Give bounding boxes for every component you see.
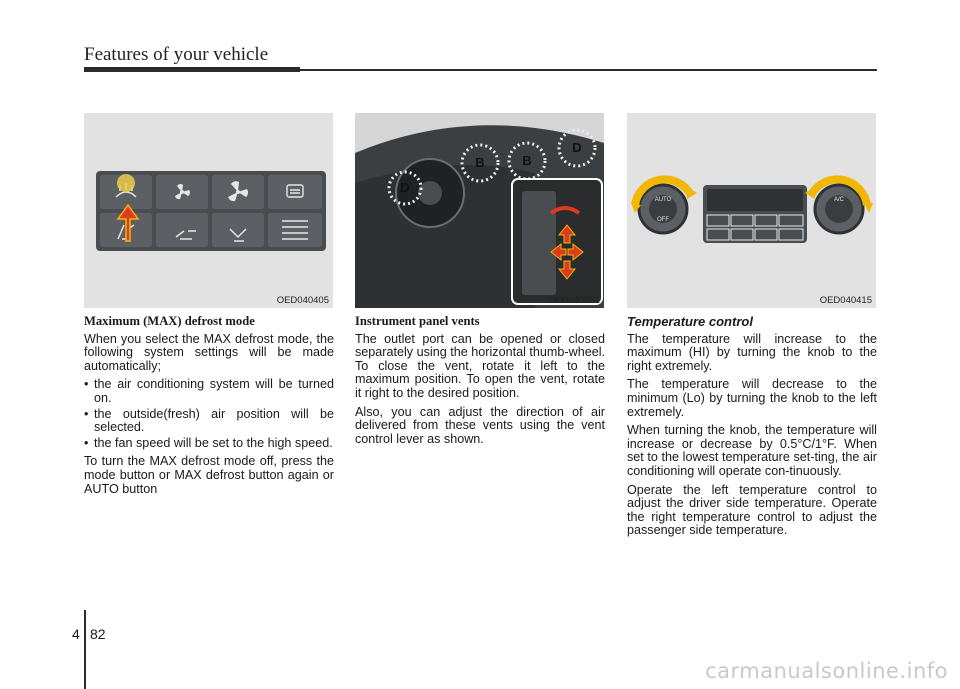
page-header-title: Features of your vehicle [84, 44, 269, 65]
footer-rule [84, 610, 86, 689]
callout-label-d-right: D [572, 140, 582, 155]
section-max-defrost [84, 315, 334, 501]
section-title: Temperature control [627, 314, 753, 329]
watermark: carmanualsonline.info [705, 659, 948, 683]
list-item: • the fan speed will be set to the high speed. [84, 437, 334, 451]
chapter-number: 4 [72, 626, 80, 642]
section-title: Instrument panel vents [355, 314, 480, 328]
knob-auto-label: AUTO [654, 197, 672, 203]
paragraph: Also, you can adjust the direction of air delivered from these vents using the vent control lever as shown. [355, 404, 605, 446]
header-rule-thick [84, 67, 300, 72]
paragraph: The temperature will decrease to the minimum (Lo) by turning the knob to the left extremely. [627, 377, 877, 419]
section-instrument-vents [355, 315, 605, 451]
callout-label-d-left: D [400, 180, 410, 195]
instrument-vents-illustration [355, 113, 604, 308]
max-defrost-light-icon [117, 174, 135, 192]
page-number: 82 [90, 626, 106, 642]
figure-temperature-knobs [627, 113, 876, 308]
figure-code: OED040415 [819, 295, 872, 306]
figure-code: OED040405 [276, 295, 329, 306]
paragraph: When turning the knob, the temperature will increase or decrease by 0.5°C/1°F. When set to the lowest temperature set-ting, the air conditioning will operate con-tinuously. [627, 423, 877, 478]
section-title: Maximum (MAX) defrost mode [84, 314, 255, 328]
settings-list [84, 378, 334, 450]
section-outro: To turn the MAX defrost mode off, press the mode button or MAX defrost button again or AUTO button [84, 454, 334, 496]
section-temperature-control [627, 315, 877, 543]
figure-code: OED040051 [547, 295, 600, 306]
knob-off-label: OFF [657, 217, 669, 223]
callout-label-b-left: B [475, 155, 485, 170]
knob-ac-label: A/C [833, 197, 845, 203]
paragraph: The temperature will increase to the maximum (HI) by turning the knob to the right extremely. [627, 331, 877, 373]
list-item: • the air conditioning system will be turned on. [84, 378, 334, 405]
section-intro: When you select the MAX defrost mode, the following system settings will be made automatically; [84, 331, 334, 373]
figure-instrument-vents [355, 113, 604, 308]
list-item: • the outside(fresh) air position will be selected. [84, 408, 334, 435]
figure-defrost-panel [84, 113, 333, 308]
header-rule-thin [300, 69, 877, 71]
temperature-knobs-illustration [627, 113, 876, 308]
paragraph: Operate the left temperature control to adjust the driver side temperature. Operate the right temperature control to adjust the passenger side temperature. [627, 482, 877, 538]
callout-label-b-right: B [522, 153, 532, 168]
paragraph: The outlet port can be opened or closed separately using the horizontal thumb-wheel. To close the vent, rotate it left to the maximum position. To open the vent, rotate it right to the desired position. [355, 331, 605, 400]
defrost-panel-illustration [84, 113, 333, 308]
